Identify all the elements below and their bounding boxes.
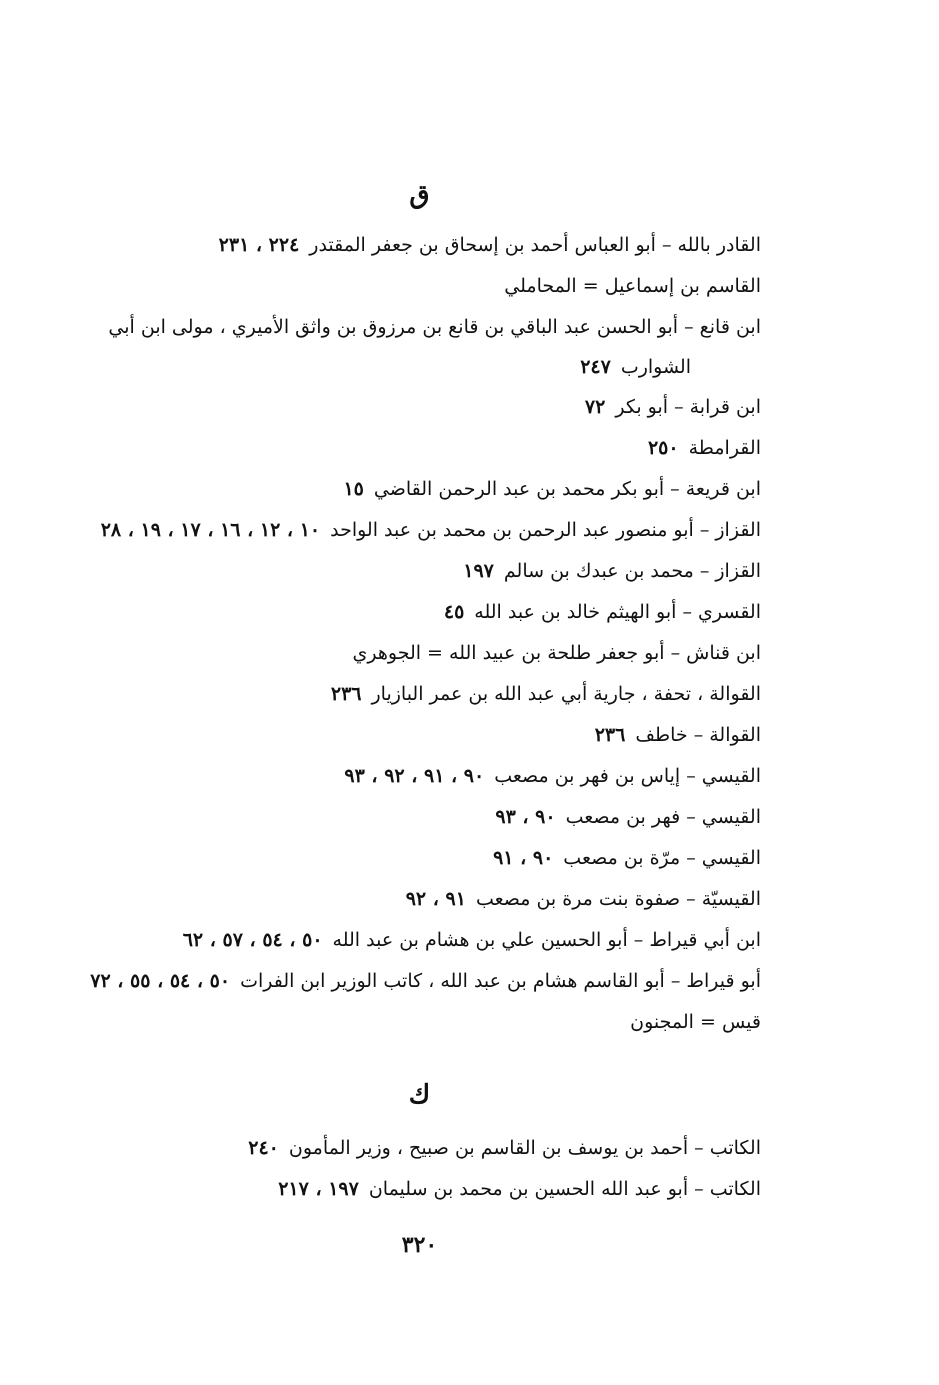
- entry-list-qaf: [61, 225, 761, 1043]
- entry-text: القسري – أبو الهيثم خالد بن عبد الله: [474, 601, 761, 623]
- entry-pages: ٤٥: [443, 601, 465, 623]
- entry-text: القزاز – محمد بن عبدك بن سالم: [503, 560, 761, 582]
- entry-text: القرامطة: [688, 437, 761, 459]
- entry-continuation: [61, 347, 761, 387]
- entry-text: ابن قرابة – أبو بكر: [615, 396, 761, 418]
- index-entry: [61, 961, 761, 1002]
- entry-pages: ٢٣٦: [594, 724, 626, 746]
- entry-text: الكاتب – أحمد بن يوسف بن القاسم بن صبيح ، وزير المأمون: [288, 1137, 761, 1159]
- index-entry: [61, 266, 761, 307]
- index-entry: [61, 633, 761, 674]
- index-entry: [61, 920, 761, 961]
- section-letter-qaf: ق: [409, 180, 430, 210]
- entry-text: القيسي – مرّة بن مصعب: [563, 847, 761, 869]
- entry-text: القزاز – أبو منصور عبد الرحمن بن محمد بن عبد الواحد: [330, 519, 761, 541]
- entry-pages: ٢٣٦: [330, 683, 362, 705]
- index-entry: [61, 797, 761, 838]
- entry-pages: [343, 642, 353, 664]
- section-letter-kaf: ك: [408, 1080, 431, 1110]
- index-entry: [61, 510, 761, 551]
- entry-text: ابن قانع – أبو الحسن عبد الباقي بن قانع بن مرزوق بن واثق الأميري ، مولى ابن أبي: [108, 316, 761, 338]
- entry-pages: ٢٤٠: [248, 1137, 279, 1159]
- entry-text: أبو قيراط – أبو القاسم هشام بن عبد الله ، كاتب الوزير ابن الفرات: [240, 970, 761, 992]
- entry-pages: ٢٢٤ ، ٢٣١: [218, 234, 300, 256]
- entry-pages: ١٠ ، ١٢ ، ١٦ ، ١٧ ، ١٩ ، ٢٨: [100, 519, 321, 541]
- entry-pages: ٢٥٠: [647, 437, 679, 459]
- entry-continuation-text: الشوارب: [620, 356, 691, 378]
- index-entry: [61, 225, 761, 266]
- entry-text: ابن أبي قيراط – أبو الحسين علي بن هشام بن عبد الله: [332, 929, 761, 951]
- index-entry: [61, 1169, 761, 1210]
- entry-pages: ٥٠ ، ٥٤ ، ٥٧ ، ٦٢: [182, 929, 323, 951]
- entry-list-kaf: [61, 1128, 761, 1210]
- entry-pages: ٩٠ ، ٩١ ، ٩٢ ، ٩٣: [344, 765, 485, 787]
- entry-pages: ٩١ ، ٩٢: [405, 888, 466, 910]
- entry-pages: ١٥: [343, 478, 364, 500]
- entry-text: ابن قناش – أبو جعفر طلحة بن عبيد الله = الجوهري: [352, 642, 761, 664]
- entry-text: القوالة ، تحفة ، جارية أبي عبد الله بن عمر البازيار: [371, 683, 761, 705]
- index-entry: [61, 756, 761, 797]
- index-entry: [61, 838, 761, 879]
- index-entry: [61, 674, 761, 715]
- entry-pages: ١٩٧: [463, 560, 494, 582]
- index-entry: [61, 551, 761, 592]
- index-entry: [61, 1002, 761, 1043]
- page-number: ٣٢٠: [401, 1232, 438, 1258]
- entry-pages: ٢٤٧: [580, 356, 611, 378]
- index-entry: [61, 428, 761, 469]
- entry-pages: ١٩٧ ، ٢١٧: [278, 1178, 359, 1200]
- entry-text: قيس = المجنون: [630, 1011, 761, 1033]
- index-entry: [61, 469, 761, 510]
- entry-pages: ٩٠ ، ٩٣: [495, 806, 556, 828]
- index-entry: [61, 307, 761, 387]
- entry-pages: ٧٢: [584, 396, 606, 418]
- entry-pages: [620, 1011, 630, 1033]
- entry-text: القيسي – فهر بن مصعب: [565, 806, 761, 828]
- index-entry: [61, 715, 761, 756]
- index-entry: [61, 1128, 761, 1169]
- entry-pages: ٥٠ ، ٥٤ ، ٥٥ ، ٧٢: [90, 970, 231, 992]
- entry-text: القاسم بن إسماعيل = المحاملي: [504, 275, 761, 297]
- index-entry: [61, 592, 761, 633]
- entry-pages: [494, 275, 504, 297]
- entry-text: القيسي – إياس بن فهر بن مصعب: [494, 765, 761, 787]
- entry-pages: ٩٠ ، ٩١: [493, 847, 554, 869]
- entry-text: القادر بالله – أبو العباس أحمد بن إسحاق بن جعفر المقتدر: [309, 234, 761, 256]
- index-entry: [61, 387, 761, 428]
- entry-text: القيسيّة – صفوة بنت مرة بن مصعب: [475, 888, 761, 910]
- index-entry: [61, 879, 761, 920]
- entry-text: الكاتب – أبو عبد الله الحسين بن محمد بن سليمان: [368, 1178, 761, 1200]
- entry-text: القوالة – خاطف: [635, 724, 761, 746]
- entry-text: ابن قريعة – أبو بكر محمد بن عبد الرحمن القاضي: [373, 478, 761, 500]
